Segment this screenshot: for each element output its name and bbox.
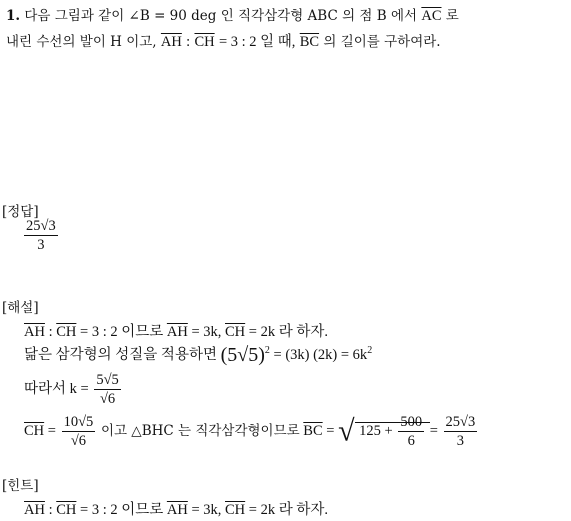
hint-ah-value: = 3k,: [191, 502, 222, 518]
problem-ratio: = 3 : 2 일 때,: [218, 34, 296, 50]
hint-seg-ah-2: $\overline{AH}$: [166, 502, 188, 518]
ratio-text-1: = 3 : 2 이므로: [80, 324, 164, 340]
problem-line-1: [6, 4, 459, 25]
hint-line: [24, 498, 328, 519]
k-denominator: √6: [99, 391, 116, 407]
radicand-numerator: 500: [400, 414, 423, 430]
bhc-text: 이고 △BHC 는 직각삼각형이므로: [100, 422, 300, 439]
segment-bc: $\overline{BC}$: [299, 34, 320, 50]
solution-label: [해설]: [2, 300, 39, 316]
eq-3: =: [429, 422, 438, 439]
sq-exponent: 2: [264, 345, 270, 357]
eq-2: =: [326, 422, 335, 439]
seg-ch-3: $\overline{CH}$: [24, 422, 45, 439]
segment-ch: $\overline{CH}$: [194, 34, 215, 50]
answer-fraction: [22, 218, 60, 253]
radicand-a: 125 +: [359, 422, 393, 439]
ah-value: = 3k,: [191, 324, 222, 340]
answer-label: [정답]: [2, 204, 39, 220]
k-exponent: 2: [367, 345, 373, 357]
hint-seg-ch-1: $\overline{CH}$: [56, 502, 77, 518]
problem-text-1b: 로: [445, 8, 459, 24]
answer-denominator: 3: [37, 237, 45, 253]
hint-seg-ah-1: $\overline{AH}$: [24, 502, 45, 518]
result-numerator: 25√3: [445, 414, 476, 430]
seg-bc: $\overline{BC}$: [303, 422, 323, 439]
colon-1: :: [48, 324, 53, 340]
problem-text-1: 다음 그림과 같이 ∠B = 90 deg 인 직각삼각형 ABC 의 점 B 에서: [24, 8, 418, 24]
answer-numerator: 25√3: [26, 218, 56, 234]
hint-seg-ch-2: $\overline{CH}$: [225, 502, 246, 518]
k-numerator: 5√5: [96, 372, 119, 388]
hint-ratio: = 3 : 2 이므로: [80, 502, 164, 518]
sq-expr: (5√5): [220, 344, 265, 367]
ch-numerator: 10√5: [63, 414, 94, 430]
problem-number: 1.: [6, 8, 21, 24]
eq-1: =: [47, 422, 56, 439]
hint-colon: :: [48, 502, 53, 518]
solution-line-2: [24, 343, 372, 367]
similar-triangles-text: 닮은 삼각형의 성질을 적용하면: [24, 347, 217, 363]
solution-line-3: [24, 372, 123, 407]
ch-value: = 2k 라 하자.: [248, 324, 328, 340]
segment-ah: $\overline{AH}$: [160, 34, 182, 50]
segment-ac: $\overline{AC}$: [421, 8, 442, 24]
hint-ch-value: = 2k 라 하자.: [248, 502, 328, 518]
hint-label: [힌트]: [2, 478, 39, 494]
problem-text-2c: 의 길이를 구하여라.: [323, 34, 441, 50]
radicand-denominator: 6: [407, 433, 415, 449]
sqrt-sign: √: [338, 414, 355, 448]
solution-line-1: [24, 320, 328, 341]
product-expr: = (3k) (2k) = 6k: [273, 347, 368, 363]
solution-line-4: [24, 414, 479, 449]
seg-ch-1: $\overline{CH}$: [56, 324, 77, 340]
seg-ah-1: $\overline{AH}$: [24, 324, 45, 340]
problem-line-2: [6, 30, 441, 51]
ratio-colon: :: [186, 34, 191, 50]
result-denominator: 3: [456, 433, 465, 449]
ch-denominator: √6: [70, 433, 87, 449]
k-text: 따라서 k =: [24, 380, 89, 397]
seg-ch-2: $\overline{CH}$: [225, 324, 246, 340]
problem-text-2: 내린 수선의 발이 H 이고,: [6, 34, 157, 50]
seg-ah-2: $\overline{AH}$: [166, 324, 188, 340]
